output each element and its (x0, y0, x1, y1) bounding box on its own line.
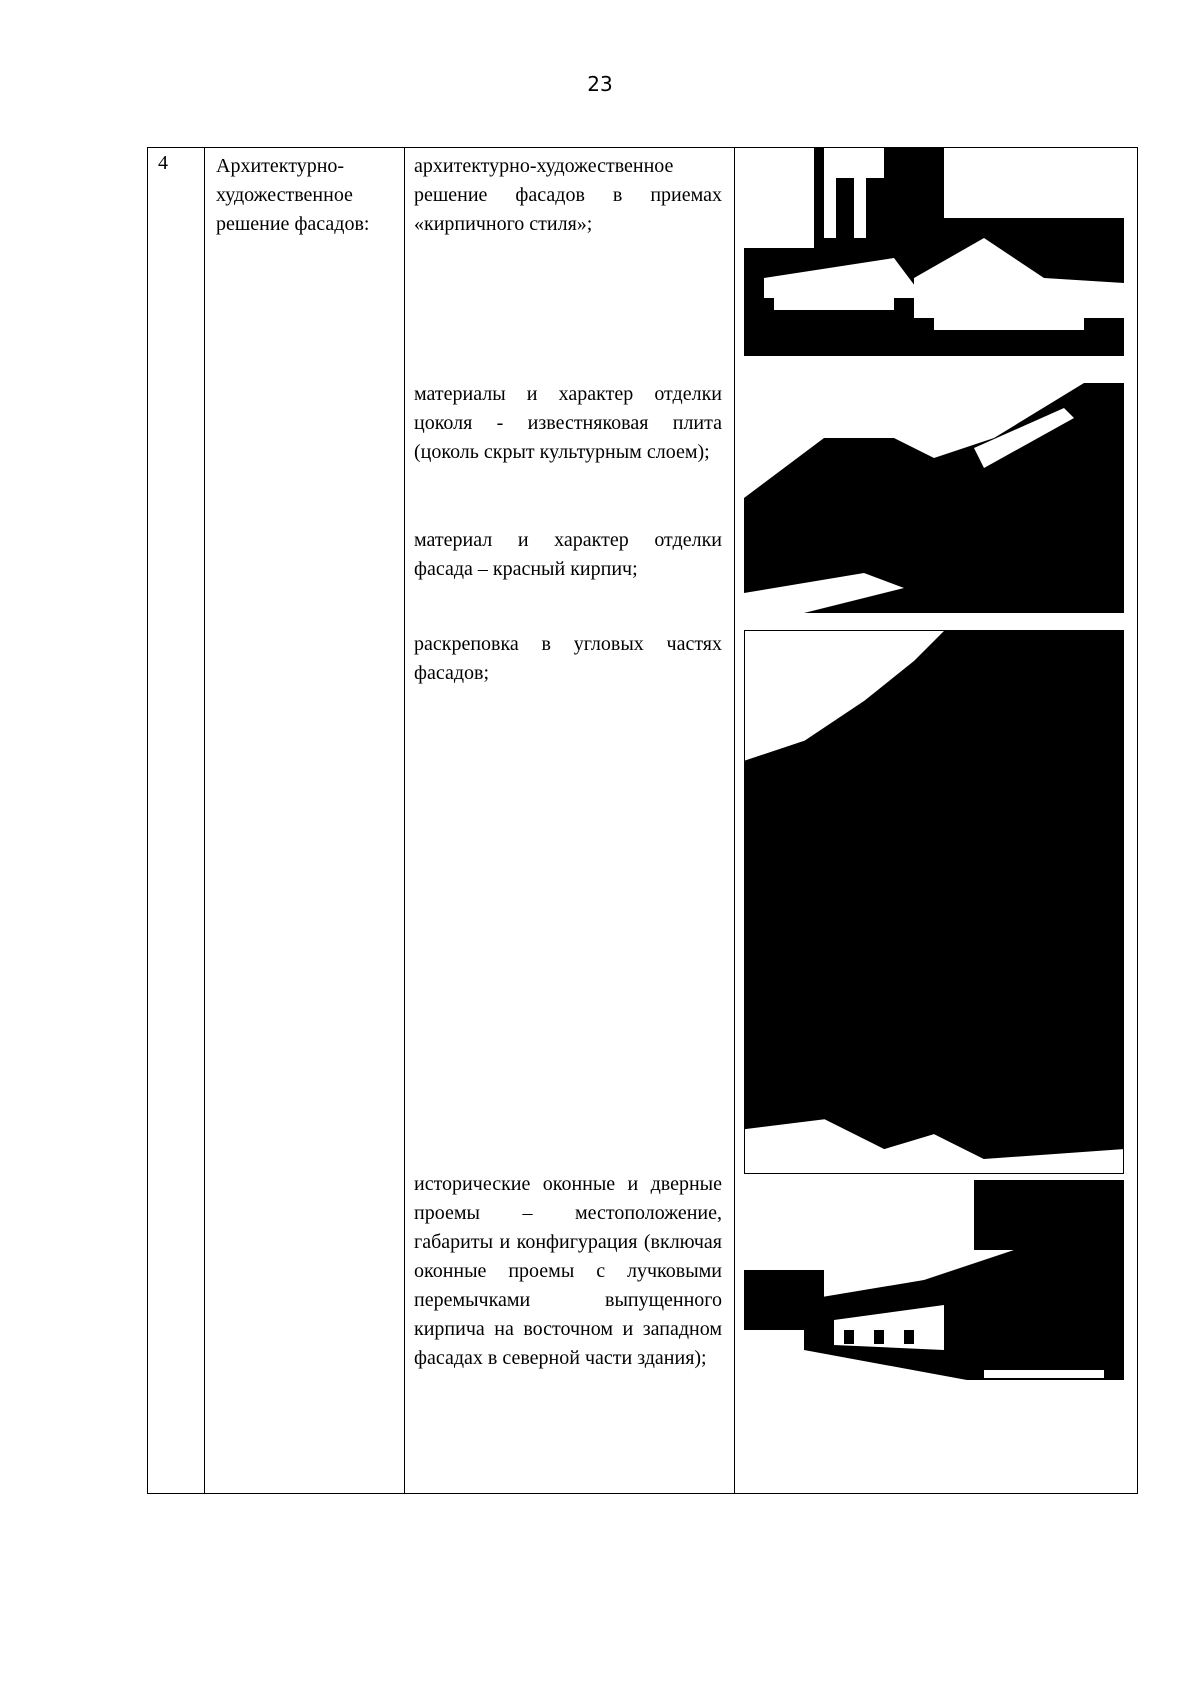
column-divider (204, 148, 205, 1493)
paragraph-facade-material: материал и характер отделки фасада – красный кирпич; (414, 529, 722, 580)
paragraph-plinth: материалы и характер отделки цоколя - известняковая плита (цоколь скрыт культурным слоем); (414, 383, 722, 463)
paragraph-corner-pilasters: раскреповка в угловых частях фасадов; (414, 633, 722, 684)
page-number: 23 (587, 72, 613, 96)
column-divider (734, 148, 735, 1493)
features-table (147, 147, 1138, 1494)
building-photo-4 (744, 1180, 1124, 1410)
row-name: Архитектурно-художественное решение фасадов: (216, 155, 370, 235)
column-divider (404, 148, 405, 1493)
row-number: 4 (158, 152, 168, 174)
paragraph-openings: исторические оконные и дверные проемы – местоположение, габариты и конфигурация (включая оконные проемы с лучковыми перемычками выпущенного кирпича на восточном и западном фасадах в северной части здания); (414, 1173, 722, 1369)
paragraph-style: архитектурно-художественное решение фасадов в приемах «кирпичного стиля»; (414, 155, 722, 235)
building-photo-1 (744, 148, 1124, 356)
building-photo-3 (744, 630, 1124, 1174)
building-photo-2 (744, 378, 1124, 628)
